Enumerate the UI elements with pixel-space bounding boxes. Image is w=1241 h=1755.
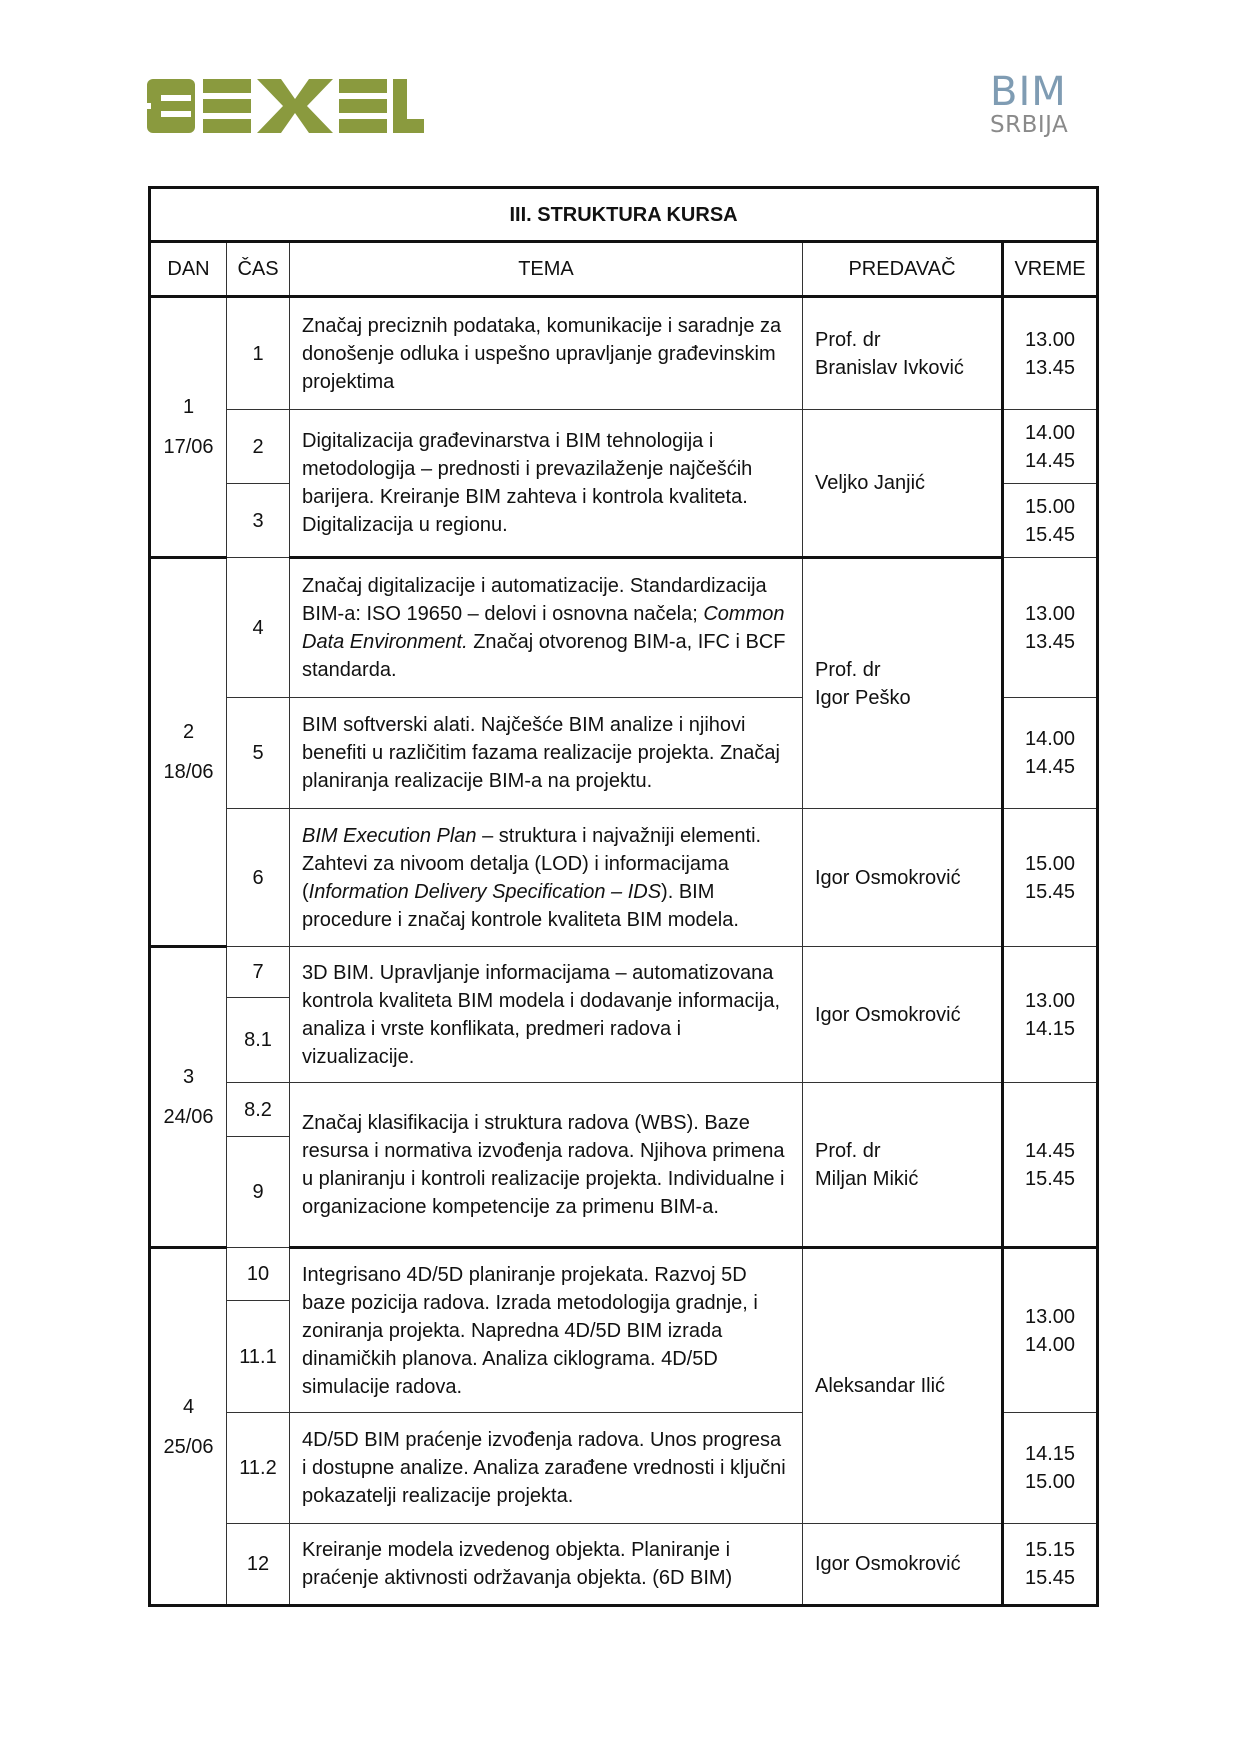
lecturer-cell xyxy=(803,1083,1003,1248)
time-end: 14.45 xyxy=(1025,756,1076,778)
day-date: 24/06 xyxy=(163,1106,214,1128)
time-cell xyxy=(1003,947,1098,1083)
lecturer-name: Aleksandar Ilić xyxy=(815,1375,946,1397)
time-end: 14.45 xyxy=(1025,449,1076,472)
day-date: 25/06 xyxy=(163,1435,214,1458)
time-start: 15.15 xyxy=(1025,1539,1076,1561)
topic-text-italic: BIM Execution Plan xyxy=(302,824,477,847)
time-start: 14.45 xyxy=(1025,1139,1076,1162)
cas-cell: 8.2 xyxy=(227,1083,290,1137)
lecturer-name: Igor Osmokrović xyxy=(815,1553,961,1575)
day-number: 2 xyxy=(182,721,195,743)
time-cell xyxy=(1003,698,1098,809)
cas-cell: 11.1 xyxy=(227,1301,290,1413)
day-date: 17/06 xyxy=(163,436,214,458)
time-start: 14.00 xyxy=(1025,728,1076,750)
lecturer-name: Igor Peško xyxy=(815,686,911,709)
table-row xyxy=(150,1083,1098,1137)
bexel-logo xyxy=(147,79,424,133)
time-cell xyxy=(1003,1083,1098,1248)
day-cell xyxy=(150,297,227,558)
topic-text-italic: Information Delivery Specification – IDS xyxy=(308,880,662,903)
table-row xyxy=(150,297,1098,410)
topic-cell: Značaj preciznih podataka, komunikacije i saradnje za donošenje odluka i uspešno upravljanje građevinskim projektima xyxy=(290,297,803,410)
time-end: 14.00 xyxy=(1025,1333,1076,1356)
header-predavac: PREDAVAČ xyxy=(803,242,1003,297)
time-end: 15.45 xyxy=(1025,523,1076,546)
topic-text: Značaj otvorenog BIM-a, IFC i BCF standarda. xyxy=(302,631,786,681)
lecturer-title: Prof. dr xyxy=(815,658,881,681)
time-end: 14.15 xyxy=(1025,1017,1076,1040)
topic-cell: Značaj klasifikacija i struktura radova (WBS). Baze resursa i normativa izvođenja radova. Njihova primena u planiranju i kontroli realizacije projekta. Individualne i organizacione kompetencije za primenu BIM-a. xyxy=(290,1083,803,1248)
time-cell xyxy=(1003,1524,1098,1606)
time-cell xyxy=(1003,809,1098,947)
lecturer-cell xyxy=(803,809,1003,947)
day-number: 3 xyxy=(182,1066,195,1088)
time-start: 14.00 xyxy=(1025,421,1076,444)
time-start: 15.00 xyxy=(1025,495,1076,518)
bim-logo-text: BIM xyxy=(990,69,1067,115)
table-row xyxy=(150,410,1098,484)
topic-text: – struktura i najvažniji elementi. Zahtevi za nivoom detalja (LOD) i informacijama ( xyxy=(302,824,762,903)
time-start: 15.00 xyxy=(1025,852,1076,875)
time-start: 13.00 xyxy=(1025,989,1076,1012)
topic-cell: 4D/5D BIM praćenje izvođenja radova. Unos progresa i dostupne analize. Analiza zarađene vrednosti i ključni pokazatelji realizacije projekta. xyxy=(290,1413,803,1524)
time-cell xyxy=(1003,410,1098,484)
header-vreme: VREME xyxy=(1003,242,1098,297)
table-row xyxy=(150,1524,1098,1606)
lecturer-cell xyxy=(803,1248,1003,1524)
topic-text: Značaj digitalizacije i automatizacije. Standardizacija BIM-a: ISO 19650 – delovi i osnovna načela; xyxy=(302,575,767,625)
cas-cell: 10 xyxy=(227,1248,290,1301)
day-date: 18/06 xyxy=(163,761,214,783)
time-cell xyxy=(1003,1413,1098,1524)
time-start: 13.00 xyxy=(1025,328,1076,351)
time-cell xyxy=(1003,297,1098,410)
topic-cell: Kreiranje modela izvedenog objekta. Planiranje i praćenje aktivnosti održavanja objekta. (6D BIM) xyxy=(290,1524,803,1606)
day-cell xyxy=(150,1248,227,1606)
cas-cell: 3 xyxy=(227,484,290,558)
lecturer-title: Prof. dr xyxy=(815,1139,881,1162)
cas-cell: 5 xyxy=(227,698,290,809)
lecturer-name: Miljan Mikić xyxy=(815,1167,919,1190)
time-end: 13.45 xyxy=(1025,356,1076,379)
cas-cell: 11.2 xyxy=(227,1413,290,1524)
day-cell xyxy=(150,558,227,947)
topic-text-italic: Common Data Environment. xyxy=(302,603,785,653)
cas-cell: 8.1 xyxy=(227,998,290,1083)
lecturer-name: Igor Osmokrović xyxy=(815,866,961,889)
lecturer-cell xyxy=(803,558,1003,809)
topic-cell: Integrisano 4D/5D planiranje projekata. Razvoj 5D baze pozicija radova. Izrada metodologija gradnje, i zoniranja projekta. Napredna 4D/5D BIM izrada dinamičkih planova. Analiza ciklograma. 4D/5D simulacije radova. xyxy=(290,1248,803,1413)
lecturer-cell xyxy=(803,410,1003,558)
time-end: 15.00 xyxy=(1025,1471,1076,1493)
srbija-logo-text: SRBIJA xyxy=(990,112,1069,138)
time-end: 15.45 xyxy=(1025,1167,1076,1190)
table-row xyxy=(150,1248,1098,1301)
time-end: 15.45 xyxy=(1025,1567,1076,1589)
time-cell xyxy=(1003,558,1098,698)
topic-cell xyxy=(290,809,803,947)
topic-cell: 3D BIM. Upravljanje informacijama – automatizovana kontrola kvaliteta BIM modela i dodavanje informacija, analiza i vrste konflikata, predmeri radova i vizualizacije. xyxy=(290,947,803,1083)
lecturer-name: Veljko Janjić xyxy=(815,472,926,494)
time-start: 14.15 xyxy=(1025,1443,1076,1465)
bim-srbija-logo xyxy=(990,69,1080,142)
topic-cell xyxy=(290,558,803,698)
topic-cell: BIM softverski alati. Najčešće BIM analize i njihovi benefiti u različitim fazama realizacije projekta. Značaj planiranja realizacije BIM-a na projektu. xyxy=(290,698,803,809)
table-row xyxy=(150,947,1098,998)
cas-cell: 6 xyxy=(227,809,290,947)
time-end: 13.45 xyxy=(1025,630,1076,653)
time-start: 13.00 xyxy=(1025,602,1076,625)
topic-text: ). BIM procedure i značaj kontrole kvaliteta BIM modela. xyxy=(302,880,739,931)
topic-cell: Digitalizacija građevinarstva i BIM tehnologija i metodologija – prednosti i prevazilaženje najčešćih barijera. Kreiranje BIM zahteva i kontrola kvaliteta. Digitalizacija u regionu. xyxy=(290,410,803,558)
lecturer-cell xyxy=(803,947,1003,1083)
lecturer-cell xyxy=(803,297,1003,410)
day-number: 1 xyxy=(182,396,195,418)
cas-cell: 12 xyxy=(227,1524,290,1606)
time-cell xyxy=(1003,1248,1098,1413)
day-number: 4 xyxy=(182,1395,195,1418)
cas-cell: 4 xyxy=(227,558,290,698)
header-tema: TEMA xyxy=(290,242,803,297)
day-cell xyxy=(150,947,227,1248)
lecturer-name: Branislav Ivković xyxy=(815,356,964,379)
course-structure-table xyxy=(148,186,1099,1607)
header-cas: ČAS xyxy=(227,242,290,297)
cas-cell: 2 xyxy=(227,410,290,484)
table-row xyxy=(150,558,1098,698)
table-title: III. STRUKTURA KURSA xyxy=(150,188,1098,242)
cas-cell: 1 xyxy=(227,297,290,410)
lecturer-title: Prof. dr xyxy=(815,328,881,351)
header-row xyxy=(150,242,1098,297)
time-start: 13.00 xyxy=(1025,1305,1076,1328)
lecturer-name: Igor Osmokrović xyxy=(815,1003,961,1026)
time-cell xyxy=(1003,484,1098,558)
time-end: 15.45 xyxy=(1025,880,1076,903)
cas-cell: 7 xyxy=(227,947,290,998)
table-row xyxy=(150,809,1098,947)
cas-cell: 9 xyxy=(227,1137,290,1248)
header-dan: DAN xyxy=(150,242,227,297)
lecturer-cell xyxy=(803,1524,1003,1606)
